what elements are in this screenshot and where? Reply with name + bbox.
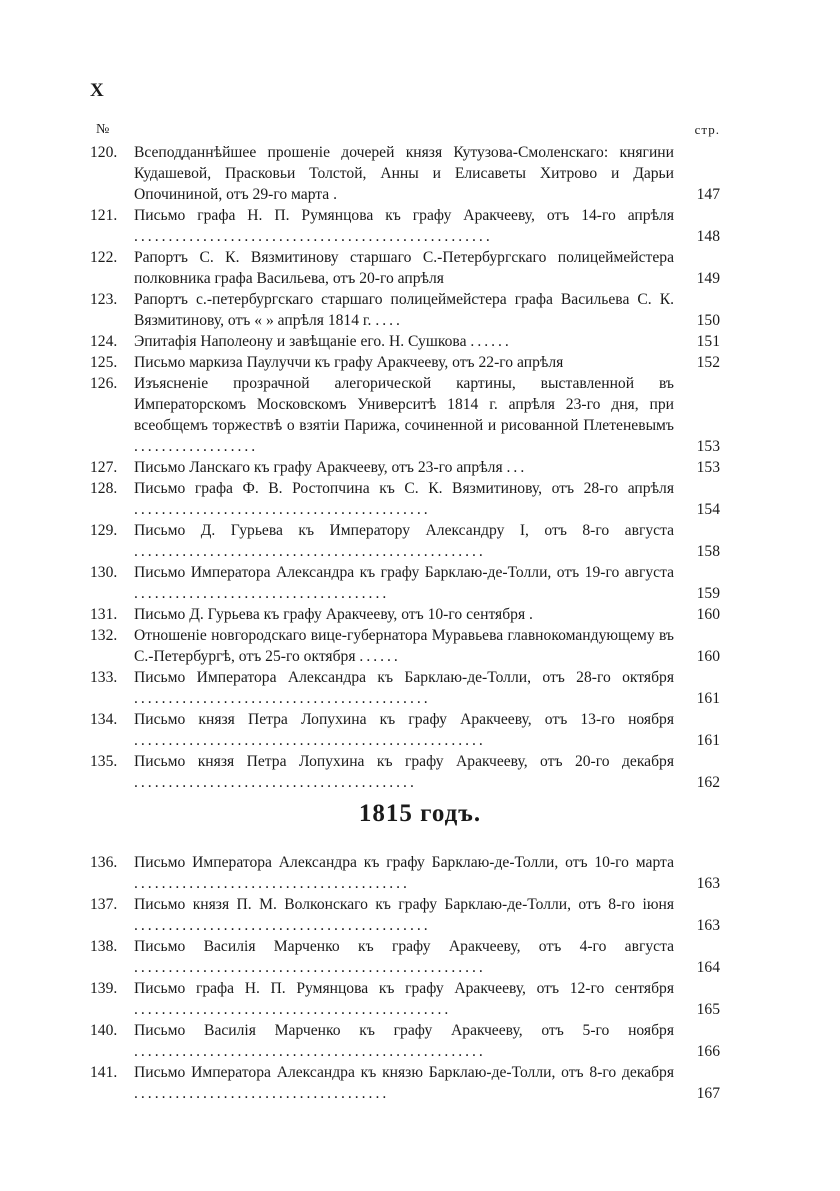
entry-number: 141.	[90, 1064, 118, 1081]
entry-title	[134, 457, 674, 478]
entry-number: 133.	[90, 669, 118, 686]
entry-page: 153	[696, 459, 720, 476]
entry-title	[134, 852, 674, 894]
entry-leader-dots: ....................................................	[134, 228, 493, 245]
entry-leader-dots: ...........................................	[134, 917, 431, 934]
entry-number: 132.	[90, 627, 118, 644]
entry-title-text: Письмо князя П. М. Волконскаго къ графу Барклаю-де-Толли, отъ 8-го іюня	[134, 896, 674, 913]
toc-entry	[90, 751, 720, 793]
entry-page: 150	[696, 312, 720, 329]
entry-page: 162	[696, 774, 720, 791]
entry-number: 121.	[90, 207, 118, 224]
entry-leader-dots: .....................................	[134, 1085, 390, 1102]
entry-title-text: Письмо князя Петра Лопухина къ графу Аракчееву, отъ 13-го ноября	[134, 711, 674, 728]
entry-page: 152	[696, 354, 720, 371]
page-number: X	[90, 80, 105, 101]
entry-page: 161	[696, 690, 720, 707]
entry-leader-dots: ......	[359, 648, 401, 665]
toc-entry	[90, 289, 720, 331]
entry-leader-dots: ...........................................	[134, 501, 431, 518]
number-column-label: №	[96, 122, 110, 137]
entry-page: 147	[696, 186, 720, 203]
entry-leader-dots: .........................................	[134, 774, 417, 791]
entry-number: 134.	[90, 711, 118, 728]
entry-title-text: Письмо Д. Гурьева къ графу Аракчееву, отъ 10-го сентября	[134, 606, 526, 623]
entry-title	[134, 142, 674, 205]
entry-title-text: Всеподданнѣйшее прошеніе дочерей князя Кутузова-Смоленскаго: княгини Кудашевой, Прасковьи Толстой, Анны и Елисаветы Хитрово и Дарьи Опочининой, отъ 29-го марта	[134, 144, 674, 203]
toc-entry	[90, 852, 720, 894]
toc-entry	[90, 520, 720, 562]
entry-title	[134, 709, 674, 751]
entry-number: 135.	[90, 753, 118, 770]
entry-number: 123.	[90, 291, 118, 308]
entry-title	[134, 894, 674, 936]
entry-title	[134, 331, 674, 352]
entry-title-text: Письмо Д. Гурьева къ Императору Александру I, отъ 8-го августа	[134, 522, 674, 539]
toc-entry	[90, 936, 720, 978]
toc-entry	[90, 667, 720, 709]
entry-leader-dots: ...................................................	[134, 959, 486, 976]
entry-number: 120.	[90, 144, 118, 161]
entry-title-text: Изъясненіе прозрачной алегорической картины, выставленной въ Императорскомъ Московскомъ Университѣ 1814 г. апрѣля 23-го дня, при всеобщемъ торжествѣ о взятіи Парижа, сочиненной и рисованной Плетеневымъ	[134, 375, 674, 434]
entry-leader-dots: .	[333, 186, 341, 203]
entry-title-text: Письмо Императора Александра къ Барклаю-де-Толли, отъ 28-го октября	[134, 669, 674, 686]
entry-page: 167	[696, 1085, 720, 1102]
entry-title-text: Отношеніе новгородскаго вице-губернатора Муравьева главнокомандующему въ С.-Петербургѣ, отъ 25-го октября	[134, 627, 674, 665]
entry-title-text: Эпитафія Наполеону и завѣщаніе его. Н. Сушкова	[134, 333, 467, 350]
entry-page: 158	[696, 543, 720, 560]
toc-entry	[90, 604, 720, 625]
entry-page: 149	[696, 270, 720, 287]
entry-leader-dots: ...........................................	[134, 690, 431, 707]
entry-leader-dots: ...................................................	[134, 543, 486, 560]
entry-title-text: Письмо графа Н. П. Румянцова къ графу Аракчееву, отъ 12-го сентября	[134, 980, 674, 997]
entry-page: 165	[696, 1001, 720, 1018]
entry-number: 127.	[90, 459, 118, 476]
entry-page: 163	[696, 917, 720, 934]
entry-title-text: Письмо Ланскаго къ графу Аракчееву, отъ 23-го апрѣля	[134, 459, 503, 476]
entry-title	[134, 1062, 674, 1104]
entry-page: 166	[696, 1043, 720, 1060]
toc-entry	[90, 205, 720, 247]
entry-number: 139.	[90, 980, 118, 997]
entry-number: 137.	[90, 896, 118, 913]
entry-page: 153	[696, 438, 720, 455]
entry-leader-dots: ...	[506, 459, 528, 476]
entry-title	[134, 520, 674, 562]
entry-title	[134, 751, 674, 793]
entry-title	[134, 978, 674, 1020]
entry-number: 129.	[90, 522, 118, 539]
entry-leader-dots: ........................................	[134, 875, 410, 892]
toc-list-1814	[90, 142, 720, 793]
toc-entry	[90, 352, 720, 373]
toc-entry	[90, 709, 720, 751]
toc-entry	[90, 1020, 720, 1062]
entry-number: 122.	[90, 249, 118, 266]
entry-title	[134, 604, 674, 625]
toc-entry	[90, 373, 720, 457]
toc-entry	[90, 562, 720, 604]
entry-leader-dots: .	[529, 606, 536, 623]
entry-leader-dots: ...................................................	[134, 732, 486, 749]
section-heading-1815: 1815 годъ.	[358, 800, 482, 827]
toc-entry	[90, 478, 720, 520]
entry-title	[134, 667, 674, 709]
entry-page: 164	[696, 959, 720, 976]
entry-number: 130.	[90, 564, 118, 581]
entry-title-text: Письмо графа Ф. В. Ростопчина къ С. К. Вязмитинову, отъ 28-го апрѣля	[134, 480, 674, 497]
entry-title-text: Письмо Василія Марченко къ графу Аракчееву, отъ 4-го августа	[134, 938, 674, 955]
entry-page: 148	[696, 228, 720, 245]
entry-page: 163	[696, 875, 720, 892]
entry-title-text: Рапортъ С. К. Вязмитинову старшаго С.-Петербургскаго полицеймейстера полковника графа Васильева, отъ 20-го апрѣля	[134, 249, 674, 287]
toc-entry	[90, 331, 720, 352]
entry-title-text: Письмо маркиза Паулуччи къ графу Аракчееву, отъ 22-го апрѣля	[134, 354, 564, 371]
entry-title	[134, 247, 674, 289]
entry-page: 160	[696, 648, 720, 665]
entry-title	[134, 1020, 674, 1062]
entry-leader-dots: ....	[375, 312, 403, 329]
entry-title	[134, 478, 674, 520]
toc-list-1815	[90, 852, 720, 1104]
entry-title-text: Рапортъ с.-петербургскаго старшаго полицеймейстера графа Васильева С. К. Вязмитинову, отъ « » апрѣля 1814 г.	[134, 291, 674, 329]
entry-leader-dots: ...................................................	[134, 1043, 486, 1060]
entry-title-text: Письмо Императора Александра къ графу Барклаю-де-Толли, отъ 19-го августа	[134, 564, 674, 581]
entry-title-text: Письмо Василія Марченко къ графу Аракчееву, отъ 5-го ноября	[134, 1022, 674, 1039]
entry-leader-dots: ......	[470, 333, 512, 350]
entry-title-text: Письмо Императора Александра къ графу Барклаю-де-Толли, отъ 10-го марта	[134, 854, 674, 871]
entry-title	[134, 373, 674, 457]
toc-entry	[90, 894, 720, 936]
entry-title-text: Письмо графа Н. П. Румянцова къ графу Аракчееву, отъ 14-го апрѣля	[134, 207, 674, 224]
toc-entry	[90, 247, 720, 289]
entry-number: 125.	[90, 354, 118, 371]
entry-title	[134, 352, 674, 373]
entry-title-text: Письмо князя Петра Лопухина къ графу Аракчееву, отъ 20-го декабря	[134, 753, 674, 770]
entry-leader-dots: ..................	[134, 438, 259, 455]
entry-page: 154	[696, 501, 720, 518]
entry-title	[134, 625, 674, 667]
entry-title	[134, 562, 674, 604]
entry-leader-dots: .....................................	[134, 585, 390, 602]
page-column-label: стр.	[694, 122, 720, 137]
entry-page: 159	[696, 585, 720, 602]
entry-number: 140.	[90, 1022, 118, 1039]
entry-title	[134, 205, 674, 247]
entry-number: 131.	[90, 606, 118, 623]
toc-entry	[90, 625, 720, 667]
entry-number: 128.	[90, 480, 118, 497]
entry-number: 124.	[90, 333, 118, 350]
entry-page: 160	[696, 606, 720, 623]
toc-entry	[90, 1062, 720, 1104]
entry-page: 151	[696, 333, 720, 350]
toc-entry	[90, 978, 720, 1020]
entry-title	[134, 936, 674, 978]
entry-page: 161	[696, 732, 720, 749]
entry-leader-dots: ..............................................	[134, 1001, 452, 1018]
entry-title-text: Письмо Императора Александра къ князю Барклаю-де-Толли, отъ 8-го декабря	[134, 1064, 674, 1081]
entry-number: 138.	[90, 938, 118, 955]
entry-number: 136.	[90, 854, 118, 871]
entry-number: 126.	[90, 375, 118, 392]
toc-entry	[90, 142, 720, 205]
toc-entry	[90, 457, 720, 478]
entry-title	[134, 289, 674, 331]
